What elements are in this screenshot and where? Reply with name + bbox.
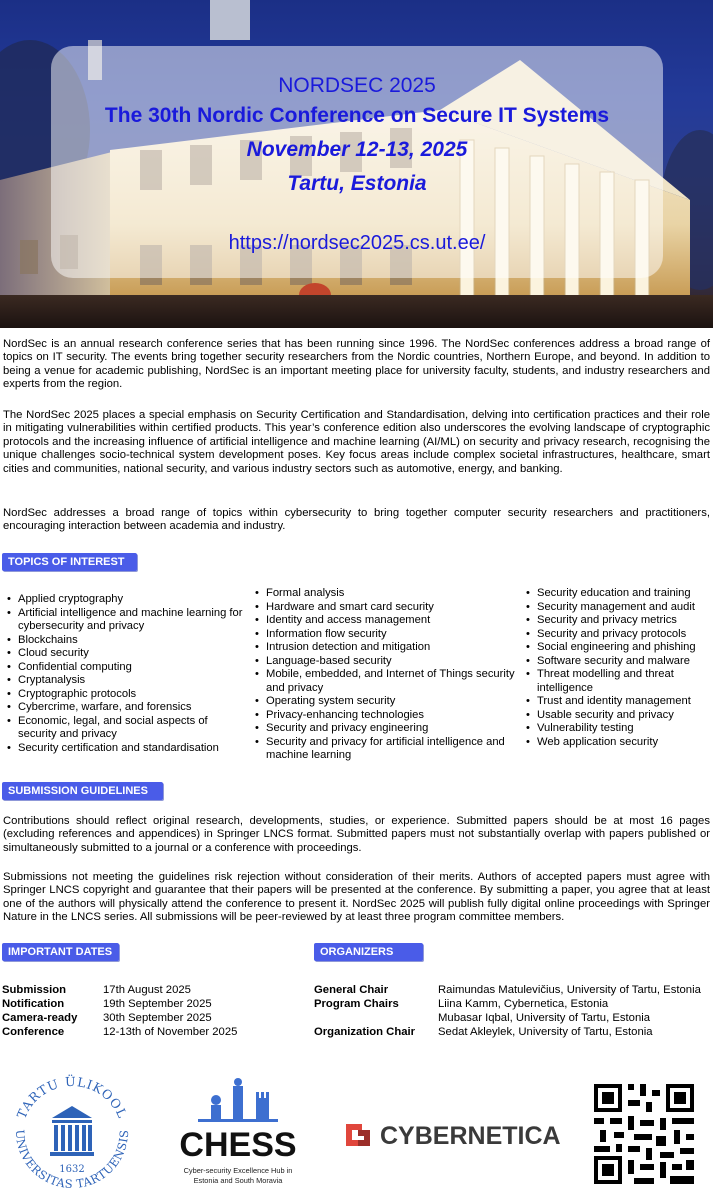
organization-chair: Sedat Akleylek, University of Tartu, Estonia [438,1026,653,1038]
topic-item: • Economic, legal, and social aspects of security and privacy [18,715,248,742]
topic-item: • Security education and training [537,587,713,601]
intro-paragraph-2: The NordSec 2025 places a special emphasis on Security Certification and Standardisation, delving into certification practices and their role in mitigating vulnerabilities within certified products. This year’s conference edition also underscores the evolving landscape of cryptographic protocols and the increasing influence of artificial intelligence and machine learning (AI/ML) on security and privacy research, recognising the unique challenges socio-technical system development poses. Key focus areas include complex societal infrastructures, healthcare, smart cities and communities, national security, and various industry sectors such as automotive, energy, and banking. [3,409,710,475]
cybernetica-logo [340,1070,570,1195]
topic-item: • Security and privacy protocols [537,628,713,642]
topic-item: • Artificial intelligence and machine learning for cybersecurity and privacy [18,607,248,634]
topic-item: • Threat modelling and threat intelligence [537,668,713,695]
program-chairs-label: Program Chairs [314,998,399,1010]
topic-item: • Usable security and privacy [537,709,713,723]
chess-name: CHESS [179,1126,297,1164]
chess-subtitle-1: Cyber-security Excellence Hub in [183,1166,293,1175]
topic-item: • Vulnerability testing [537,722,713,736]
organizers-heading: ORGANIZERS [314,943,423,961]
dates-heading: IMPORTANT DATES [2,943,119,961]
topics-column-1 [4,593,248,755]
topic-item: • Information flow security [266,628,516,642]
topic-item: • Language-based security [266,655,516,669]
cybernetica-name: CYBERNETICA [380,1122,561,1150]
intro-paragraph-1: NordSec is an annual research conference series that has been running since 1996. The NordSec conferences address a broad range of topics on IT security. The events bring together security researchers from the Nordic countries, Northern Europe, and beyond. In addition to being a venue for academic publishing, NordSec is an important meeting place for university faculty, students, and industry researchers and experts from the region. [3,338,710,391]
date-value: 17th August 2025 [103,984,191,996]
conference-acronym: NORDSEC 2025 [278,74,436,97]
date-value: 19th September 2025 [103,998,212,1010]
topic-item: • Security and privacy metrics [537,614,713,628]
chess-logo [168,1070,308,1195]
date-label: Conference [2,1026,65,1038]
topic-item: • Applied cryptography [18,593,248,607]
submission-paragraph-1: Contributions should reflect original research, developments, studies, or experience. Submitted papers should be at most 16 pages (excluding references and appendices) in Springer LNCS format. Submitted papers must not substantially overlap with papers published or simultaneously submitted to a journal or a conference with proceedings. [3,815,710,854]
topic-item: • Cryptanalysis [18,674,248,688]
intro-paragraph-3: NordSec addresses a broad range of topics within cybersecurity to bring together computer security researchers and practitioners, encouraging interaction between academia and industry. [3,507,710,533]
chess-pieces-icon [198,1078,278,1122]
topic-item: • Cryptographic protocols [18,688,248,702]
date-value: 30th September 2025 [103,1012,212,1024]
topic-item: • Intrusion detection and mitigation [266,641,516,655]
topic-item: • Operating system security [266,695,516,709]
topic-item: • Security and privacy engineering [266,722,516,736]
tartu-top-text: TARTU ÜLIKOOL [13,1073,131,1121]
topic-item: • Security and privacy for artificial intelligence and machine learning [266,736,516,763]
date-label: Submission [2,984,67,996]
topic-item: • Social engineering and phishing [537,641,713,655]
topic-item: • Cybercrime, warfare, and forensics [18,701,248,715]
topics-column-3 [523,587,713,749]
date-label: Notification [2,998,65,1010]
topics-heading: TOPICS OF INTEREST [2,553,137,571]
topics-column-2 [252,587,516,763]
qr-code[interactable] [590,1070,700,1195]
topic-item: • Blockchains [18,634,248,648]
submission-heading: SUBMISSION GUIDELINES [2,782,163,800]
chess-subtitle-2: Estonia and South Moravia [193,1176,283,1185]
topic-item: • Software security and malware [537,655,713,669]
topic-item: • Confidential computing [18,661,248,675]
conference-title: The 30th Nordic Conference on Secure IT Systems [104,104,610,127]
topic-item: • Security management and audit [537,601,713,615]
general-chair: Raimundas Matulevičius, University of Tartu, Estonia [438,984,701,996]
program-chair: Mubasar Iqbal, University of Tartu, Estonia [438,1012,651,1024]
topic-item: • Web application security [537,736,713,750]
topic-item: • Privacy-enhancing technologies [266,709,516,723]
date-label: Camera-ready [2,1012,78,1024]
program-chair: Liina Kamm, Cybernetica, Estonia [438,998,609,1010]
submission-paragraph-2: Submissions not meeting the guidelines risk rejection without consideration of their merits. Authors of accepted papers must agree with Springer LNCS copyright and guarantee that their papers will be presented at the conference. By submitting a paper, you agree that at least one of the authors will physically attend the conference to present it. NordSec 2025 will publish fully digital online proceedings with Springer Nature in the LNCS series. All submissions will be peer-reviewed by at least three program committee members. [3,871,710,924]
topic-item: • Mobile, embedded, and Internet of Things security and privacy [266,668,516,695]
organization-chair-label: Organization Chair [314,1026,416,1038]
conference-dates: November 12-13, 2025 [246,138,468,161]
header-banner [0,0,713,328]
university-of-tartu-logo [8,1070,136,1195]
general-chair-label: General Chair [314,984,389,996]
topic-item: • Cloud security [18,647,248,661]
date-value: 12-13th of November 2025 [103,1026,238,1038]
tartu-year: 1632 [59,1164,85,1175]
conference-location: Tartu, Estonia [287,172,427,195]
title-card [51,46,663,278]
topic-item: • Trust and identity management [537,695,713,709]
tartu-bottom-text: UNIVERSITAS TARTUENSIS [12,1129,132,1192]
topic-item: • Security certification and standardisation [18,742,248,756]
cybernetica-mark-icon [346,1124,370,1146]
topic-item: • Formal analysis [266,587,516,601]
topic-item: • Hardware and smart card security [266,601,516,615]
conference-url[interactable]: https://nordsec2025.cs.ut.ee/ [228,232,486,254]
topic-item: • Identity and access management [266,614,516,628]
